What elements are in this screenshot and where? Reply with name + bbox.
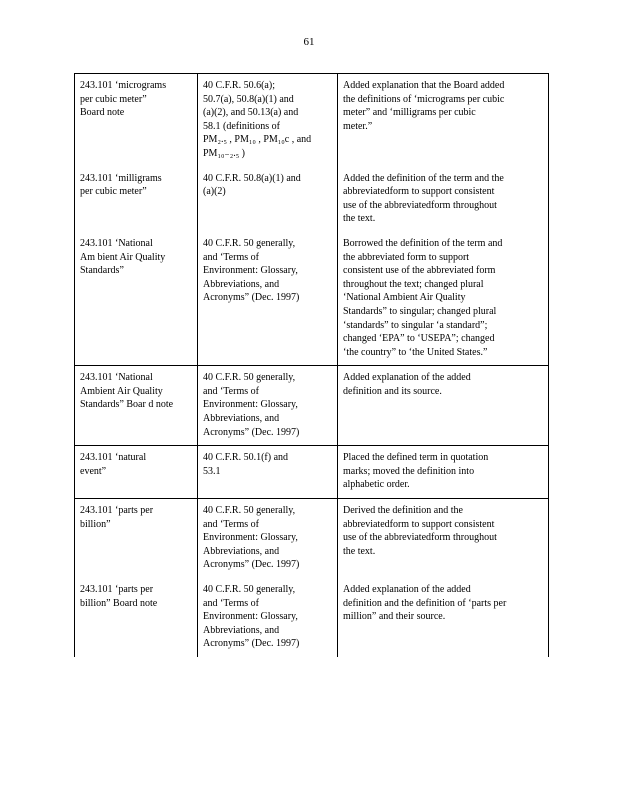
revision-table bbox=[74, 73, 549, 657]
explanation-cell: Derived the definition and the abbreviatedform to support consistent use of the abbreviatedform throughout the text. bbox=[343, 505, 497, 557]
section-cell: 243.101 ‘micrograms per cubic meter” Board note bbox=[80, 80, 167, 119]
table-row bbox=[75, 74, 549, 167]
explanation-cell: Added explanation of the added definition and the definition of ‘parts per million” and their source. bbox=[343, 584, 507, 623]
source-cell: 40 C.F.R. 50 generally, and ‘Terms of Environment: Glossary, Abbreviations, and Acronyms” (Dec. 1997) bbox=[203, 505, 300, 571]
source-cell: 40 C.F.R. 50 generally, and ‘Terms of Environment: Glossary, Abbreviations, and Acronyms” (Dec. 1997) bbox=[203, 372, 300, 438]
source-cell: 40 C.F.R. 50.1(f) and 53.1 bbox=[203, 452, 289, 477]
explanation-cell: Added the definition of the term and the abbreviatedform to support consistent use of the abbreviatedform throughout the text. bbox=[343, 172, 504, 225]
section-cell: 243.101 ‘National Am bient Air Quality Standards” bbox=[80, 237, 166, 277]
section-cell: 243.101 ‘milligrams per cubic meter” bbox=[80, 172, 162, 198]
table-row bbox=[75, 366, 549, 446]
source-cell: 40 C.F.R. 50 generally, and ‘Terms of Environment: Glossary, Abbreviations, and Acronyms” (Dec. 1997) bbox=[203, 237, 300, 304]
table-row bbox=[75, 167, 549, 232]
explanation-cell: Placed the defined term in quotation marks; moved the definition into alphabetic order. bbox=[343, 452, 489, 491]
source-cell: 40 C.F.R. 50.8(a)(1) and (a)(2) bbox=[203, 172, 301, 198]
source-cell: 40 C.F.R. 50.6(a); 50.7(a), 50.8(a)(1) and (a)(2), and 50.13(a) and 58.1 (definitions of PM₂.₅ , PM₁₀ , PM₁₀c , and PM₁₀₋₂.₅ ) bbox=[203, 80, 312, 159]
explanation-cell: Borrowed the definition of the term and the abbreviated form to support consistent use of the abbreviated form throughout the text; changed plural ‘National Ambient Air Quality Standards” to singular; changed plural ‘standards” to singular ‘a standard”; changed ‘EPA” to ‘USEPA”; changed ‘the country” to ‘the United States.” bbox=[343, 237, 503, 358]
table-row bbox=[75, 499, 549, 578]
section-cell: 243.101 ‘National Ambient Air Quality Standards” Boar d note bbox=[80, 372, 174, 411]
table-row bbox=[75, 578, 549, 657]
section-cell: 243.101 ‘parts per billion” Board note bbox=[80, 584, 158, 609]
section-cell: 243.101 ‘parts per billion” bbox=[80, 505, 154, 530]
table-row bbox=[75, 232, 549, 366]
section-cell: 243.101 ‘natural event” bbox=[80, 452, 147, 477]
source-cell: 40 C.F.R. 50 generally, and ‘Terms of Environment: Glossary, Abbreviations, and Acronyms” (Dec. 1997) bbox=[203, 584, 300, 650]
table-row bbox=[75, 446, 549, 499]
explanation-cell: Added explanation that the Board added the definitions of ‘micrograms per cubic meter” and ‘milligrams per cubic meter.” bbox=[343, 80, 505, 132]
page-number: 61 bbox=[303, 36, 315, 48]
explanation-cell: Added explanation of the added definition and its source. bbox=[343, 372, 471, 397]
